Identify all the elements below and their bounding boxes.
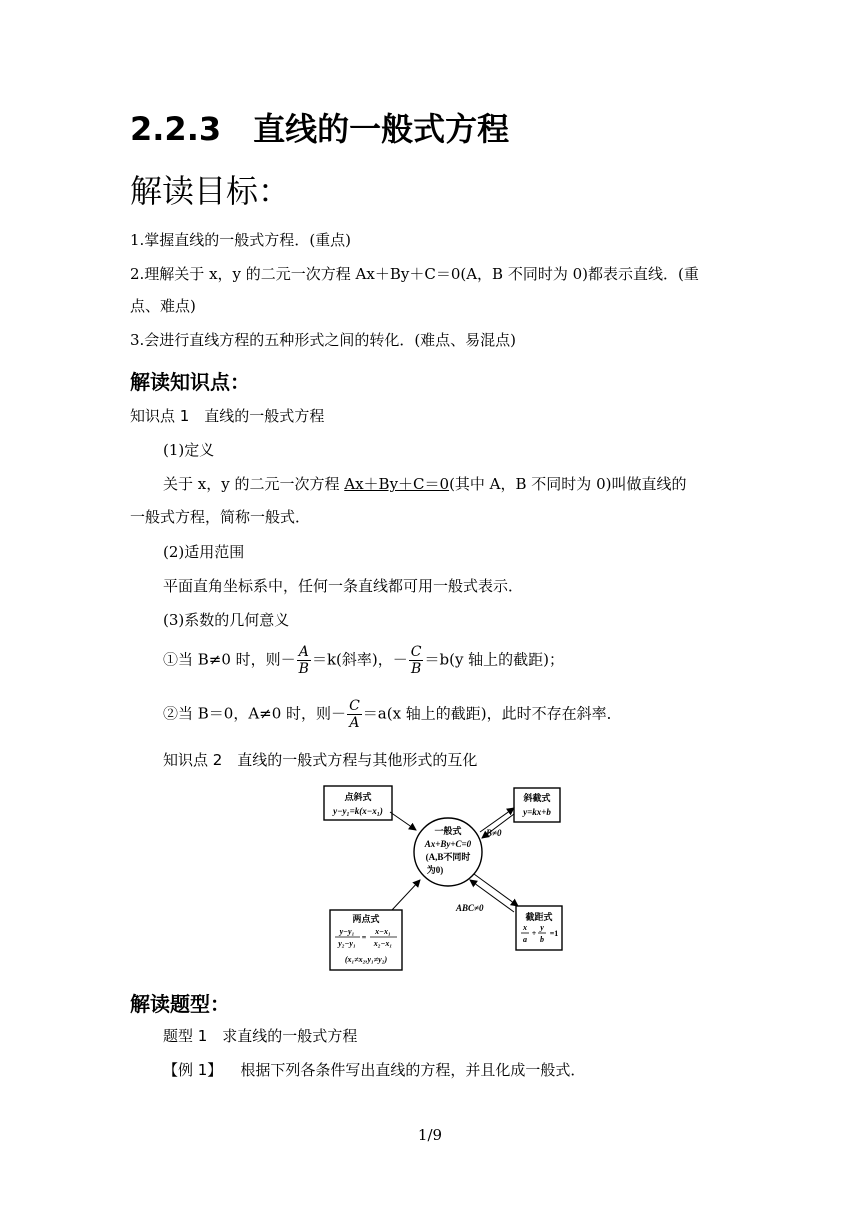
- general-equation: Ax＋By＋C＝0: [344, 475, 450, 493]
- slope-intercept-formula: y=kx+b: [523, 807, 551, 817]
- intercept-x: x: [523, 923, 527, 932]
- intercept-rhs: =1: [549, 929, 559, 938]
- page-title: 2.2.3 直线的一般式方程: [130, 110, 510, 148]
- coef1-post: ＝b(y 轴上的截距)；: [424, 650, 565, 669]
- coef-title: (3)系数的几何意义: [163, 611, 290, 629]
- knowledge-heading: 解读知识点：: [130, 370, 250, 394]
- fraction-a-over-b: $\frac{A}{B}$: [298, 644, 309, 677]
- goals-heading: 解读目标：: [130, 172, 291, 210]
- coef1-mid: ＝k(斜率)，－: [311, 650, 408, 669]
- point-slope-formula: y−y₁=k(x−x₁): [333, 806, 383, 816]
- two-point-l1: y−y₁: [339, 927, 355, 936]
- example-1-label: 【例 1】: [163, 1061, 223, 1079]
- example-1: [163, 1060, 585, 1080]
- definition-post: (其中 A，B 不同时为 0)叫做直线的: [449, 475, 687, 493]
- coef-line-2: [163, 698, 622, 731]
- knowledge-2-title: 知识点 2 直线的一般式方程与其他形式的互化: [163, 751, 478, 769]
- definition-pre: 关于 x，y 的二元一次方程: [163, 475, 345, 493]
- goal-item-2: 2.理解关于 x，y 的二元一次方程 Ax＋By＋C＝0(A，B 不同时为 0)都表示直线．(重: [130, 265, 699, 283]
- intercept-title: 截距式: [525, 912, 553, 922]
- arrow-general-to-intercept: [474, 874, 518, 906]
- coef-line-1: [163, 644, 564, 677]
- slope-intercept-title: 斜截式: [523, 793, 551, 803]
- knowledge-1-title: 知识点 1 直线的一般式方程: [130, 407, 325, 425]
- arrow-two-point-to-general: [392, 880, 420, 910]
- point-slope-title: 点斜式: [344, 792, 372, 802]
- fraction-c-over-a: $\frac{C}{A}$: [349, 698, 360, 731]
- fraction-c-over-b: $\frac{C}{B}$: [410, 644, 422, 677]
- two-point-title: 两点式: [352, 914, 380, 924]
- scope-title: (2)适用范围: [163, 543, 245, 561]
- intercept-b: b: [540, 935, 544, 944]
- label-b-nonzero: B≠0: [486, 828, 502, 838]
- two-point-r1: x−x₁: [375, 927, 391, 936]
- definition-line-2: 一般式方程，简称一般式．: [130, 508, 311, 526]
- coef1-pre: ①当 B≠0 时，则－: [163, 650, 296, 669]
- example-1-text: 根据下列各条件写出直线的方程，并且化成一般式．: [240, 1061, 586, 1079]
- center-line-4: 为0): [426, 865, 444, 875]
- definition-line-1: [163, 474, 686, 494]
- coef2-post: ＝a(x 轴上的截距)，此时不存在斜率．: [362, 704, 622, 723]
- conversion-diagram: [320, 782, 592, 976]
- types-heading: 解读题型：: [130, 992, 230, 1016]
- goal-item-1: 1.掌握直线的一般式方程．(重点): [130, 231, 352, 249]
- svg-text:=: =: [361, 933, 367, 942]
- goal-item-2-cont: 点、难点): [130, 297, 196, 315]
- two-point-r2: x₂−x₁: [373, 939, 393, 948]
- type-1-title: 题型 1 求直线的一般式方程: [163, 1027, 358, 1045]
- two-point-condition: (x₁≠x₂,y₁≠y₂): [344, 955, 388, 964]
- center-line-1: 一般式: [434, 826, 462, 836]
- page-number: 1/9: [417, 1126, 443, 1144]
- coef2-pre: ②当 B＝0，A≠0 时，则－: [163, 704, 347, 723]
- intercept-y: y: [540, 923, 544, 932]
- svg-text:+: +: [531, 929, 537, 938]
- center-line-2: Ax+By+C=0: [424, 839, 472, 849]
- label-abc-nonzero: ABC≠0: [456, 903, 484, 913]
- scope-text: 平面直角坐标系中，任何一条直线都可用一般式表示．: [163, 577, 524, 595]
- definition-title: (1)定义: [163, 441, 215, 459]
- arrow-point-slope-to-general: [390, 812, 416, 830]
- center-line-3: (A,B不同时: [425, 852, 471, 862]
- goal-item-3: 3.会进行直线方程的五种形式之间的转化．(难点、易混点): [130, 331, 517, 349]
- two-point-l2: y₂−y₁: [338, 939, 356, 948]
- intercept-a: a: [523, 935, 527, 944]
